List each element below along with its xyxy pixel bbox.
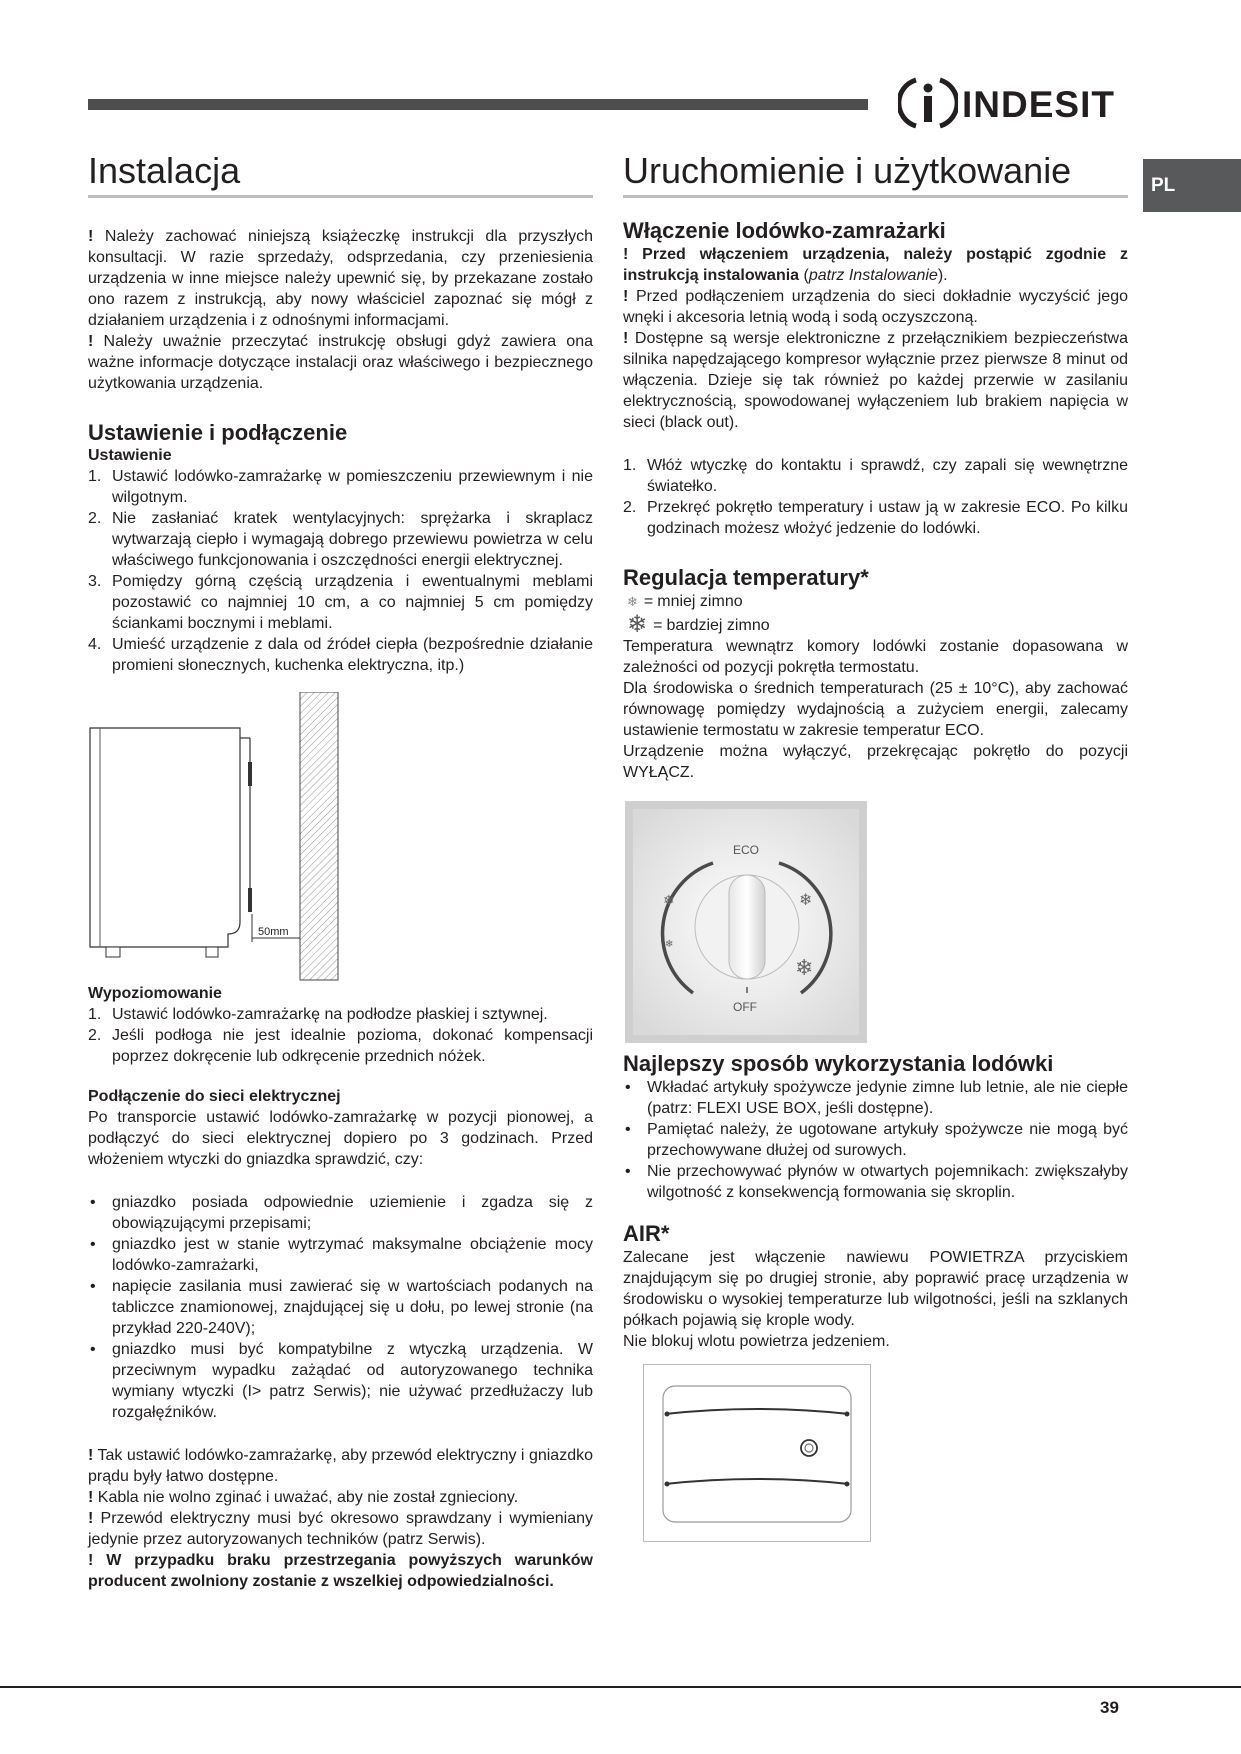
warning-1: ! Tak ustawić lodówko-zamrażarkę, aby przewód elektryczny i gniazdko prądu były łatwo dostępne. [88,1447,593,1485]
temperature-paragraph-2: Dla środowiska o średnich temperaturach (25 ± 10°C), aby zachować równowagę pomiędzy wydajnością a zużyciem energii, zalecamy ustawienie termostatu w zakresie temperatur ECO. [623,680,1128,739]
list-item: 1. Ustawić lodówko-zamrażarkę w pomieszczeniu przewiewnym i nie wilgotnym. [88,468,593,506]
large-snowflake-icon: ❄ [795,956,814,981]
temperature-paragraph-3: Urządzenie można wyłączyć, przekręcając pokrętło do pozycji WYŁĄCZ. [623,743,1128,781]
small-snowflake-icon: ❄ [627,594,638,609]
leveling-subheading: Wypoziomowanie [88,985,222,1002]
final-warning: ! W przypadku braku przestrzegania powyższych warunków producent zwolniony zostanie z wszelkiej odpowiedzialności. [88,1552,593,1590]
thermostat-knob-figure [625,801,867,1043]
list-item: • Wkładać artykuły spożywcze jedynie zimne lub letnie, ale nie ciepłe (patrz: FLEXI USE BOX, jeśli dostępne). [625,1079,1128,1117]
warning-2: ! Kabla nie wolno zginać i uważać, aby nie został zgnieciony. [88,1489,519,1506]
leveling-list [88,1004,593,1067]
knob-eco-label: ECO [733,843,760,857]
clearance-diagram [88,692,348,972]
placement-list [88,466,593,676]
air-vent-illustration [643,1364,871,1542]
start-paragraph-2: ! Przed podłączeniem urządzenia do sieci dokładnie wyczyścić jego wnęki i akcesoria letnią wodą i sodą oczyszczoną. [623,288,1128,326]
list-item: • gniazdko jest w stanie wytrzymać maksymalne obciążenie mocy lodówko-zamrażarki, [90,1236,593,1274]
placement-subheading: Ustawienie [88,447,172,464]
small-snowflake-icon: ❄ [665,939,674,950]
large-snowflake-icon: ❄ [627,611,648,638]
temperature-heading: Regulacja temperatury* [623,565,869,590]
footer-rule [0,1686,1241,1688]
installation-title: Instalacja [88,150,593,198]
air-heading: AIR* [623,1221,670,1246]
usage-title: Uruchomienie i użytkowanie [623,150,1128,198]
usage-column [623,150,1128,1542]
list-item: • gniazdko musi być kompatybilne z wtyczką urządzenia. W przeciwnym wypadku zażądać od autoryzowanego technika wymiany wtyczki (I> patrz Serwis); nie używać przedłużaczy lub rozgałęźników. [90,1341,593,1421]
list-item: 2. Jeśli podłoga nie jest idealnie pozioma, dokonać kompensacji poprzez dokręcenie lub odkręcenie przednich nóżek. [88,1027,593,1065]
electric-paragraph: Po transporcie ustawić lodówko-zamrażarkę w pozycji pionowej, a podłączyć do sieci elektrycznej dopiero po 3 godzinach. Przed włożeniem wtyczki do gniazdka sprawdzić, czy: [88,1109,593,1168]
electric-subheading: Podłączenie do sieci elektrycznej [88,1088,341,1105]
temperature-paragraph-1: Temperatura wewnątrz komory lodówki zostanie dopasowana w zależności od pozycji pokrętła termostatu. [623,638,1128,676]
fridge-clearance-figure [88,692,348,982]
list-item: • Nie przechowywać płynów w otwartych pojemnikach: zwiększałyby wilgotność z konsekwencją formowania się skroplin. [625,1163,1128,1201]
knob-off-label: OFF [733,1000,757,1014]
air-button-icon [801,1440,817,1456]
installation-column [88,150,593,1592]
air-vent-figure [643,1364,871,1542]
indesit-logo-icon [898,74,958,132]
list-item: 3. Pomiędzy górną częścią urządzenia i ewentualnymi meblami pozostawić co najmniej 10 cm, a co najmniej 5 cm pomiędzy ściankami bocznymi i meblami. [88,573,593,632]
electric-checklist [88,1192,593,1423]
page-number: 39 [1100,1698,1119,1717]
clearance-label: 50mm [258,926,289,938]
list-item: 1. Włóż wtyczkę do kontaktu i sprawdź, czy zapali się wewnętrzne światełko. [623,457,1128,495]
brand-name: INDESIT [962,84,1115,125]
list-item: 2. Nie zasłaniać kratek wentylacyjnych: sprężarka i skraplacz wytwarzają ciepło i wymagają dobrego przewiewu powietrza w celu właściwego funkcjonowania i oszczędności energii elektrycznej. [88,510,593,569]
best-use-heading: Najlepszy sposób wykorzystania lodówki [623,1051,1054,1076]
start-heading: Włączenie lodówko-zamrażarki [623,218,946,243]
indesit-logo [898,74,1130,132]
list-item: 1. Ustawić lodówko-zamrażarkę na podłodze płaskiej i sztywnej. [88,1006,548,1023]
legend-less-cold: ❄ = mniej zimno [627,593,743,610]
air-paragraph-2: Nie blokuj wlotu powietrza jedzeniem. [623,1333,890,1350]
list-item: • Pamiętać należy, że ugotowane artykuły spożywcze nie mogą być przechowywane dłużej od surowych. [625,1121,1128,1159]
air-paragraph-1: Zalecane jest włączenie nawiewu POWIETRZA przyciskiem znajdującym się po drugiej stronie, aby poprawić pracę urządzenia w środowisku o wysokiej temperaturze lub wilgotności, jeśli na szklanych półkach pojawią się krople wody. [623,1249,1128,1329]
thermostat-knob-illustration [625,801,867,1043]
list-item: 2. Przekręć pokrętło temperatury i ustaw ją w zakresie ECO. Po kilku godzinach możesz włożyć jedzenie do lodówki. [623,499,1128,537]
placement-heading: Ustawienie i podłączenie [88,420,348,445]
best-use-list [623,1077,1128,1203]
start-list [623,455,1128,539]
legend-more-cold: ❄ = bardziej zimno [627,611,770,638]
intro-paragraph-2: ! Należy uważnie przeczytać instrukcję obsługi gdyż zawiera ona ważne informacje dotyczące instalacji oraz właściwego i bezpiecznego użytkowania urządzenia. [88,333,593,392]
start-paragraph-1: ! Przed włączeniem urządzenia, należy postąpić zgodnie z instrukcją instalowania (patrz Instalowanie). [623,246,1128,284]
language-tab: PL [1143,159,1241,212]
header-bar [88,99,868,110]
list-item: • napięcie zasilania musi zawierać się w wartościach podanych na tabliczce znamionowej, znajdującej się u dołu, po lewej stronie (na przykład 220-240V); [90,1278,593,1337]
warning-3: ! Przewód elektryczny musi być okresowo sprawdzany i wymieniany jedynie przez autoryzowanych techników (patrz Serwis). [88,1510,593,1548]
list-item: 4. Umieść urządzenie z dala od źródeł ciepła (bezpośrednie działanie promieni słonecznych, kuchenka elektryczna, itp.) [88,636,593,674]
snowflake-icon: ❄ [663,893,675,909]
snowflake-icon: ❄ [799,890,813,909]
start-paragraph-3: ! Dostępne są wersje elektroniczne z przełącznikiem bezpieczeństwa silnika napędzającego kompresor wyłącznie przez pierwsze 8 minut od włączenia. Dzieje się tak również po każdej przerwie w zasilaniu elektrycznością, spowodowanej wyłączeniem lub brakiem napięcia w sieci (black out). [623,330,1128,431]
list-item: • gniazdko posiada odpowiednie uziemienie i zgadza się z obowiązującymi przepisami; [90,1194,593,1232]
intro-paragraph-1: ! Należy zachować niniejszą książeczkę instrukcji dla przyszłych konsultacji. W razie sprzedaży, odsprzedania, czy przeniesienia urządzenia w inne miejsce należy upewnić się, by przekazane zostało ono razem z instrukcją, aby nowy właściciel zapoznać się mógł z działaniem urządzenia i z odnośnymi informacjami. [88,228,594,329]
